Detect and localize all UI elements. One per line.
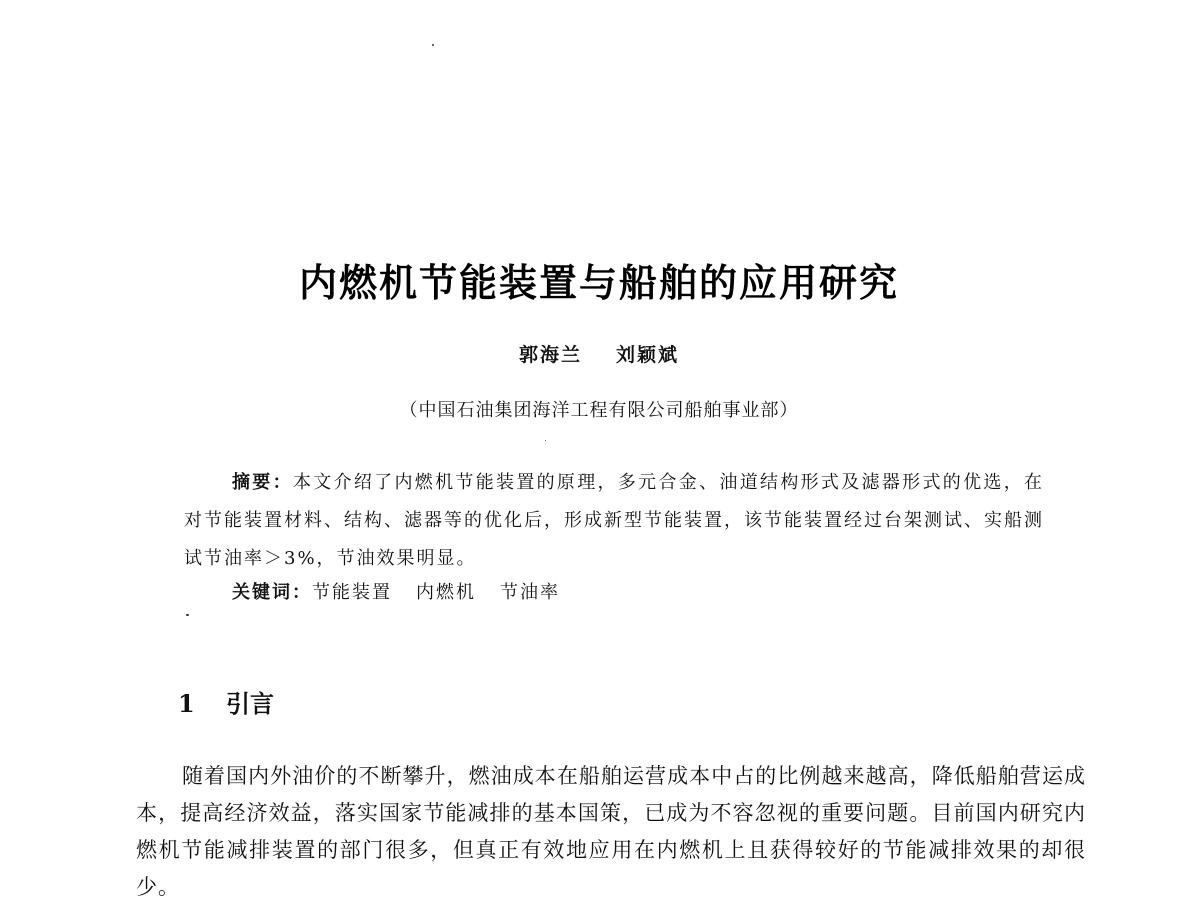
author-name: 郭海兰	[518, 344, 582, 366]
paper-title: 内燃机节能装置与船舶的应用研究	[298, 261, 899, 305]
author-name: 刘颖斌	[616, 344, 680, 366]
scan-speck	[186, 614, 189, 616]
author-affiliation: （中国石油集团海洋工程有限公司船舶事业部）	[399, 400, 799, 421]
section-title: 引言	[226, 690, 274, 718]
keywords	[232, 578, 584, 604]
keyword: 节油率	[500, 582, 560, 603]
abstract-label: 摘要：	[232, 472, 293, 493]
keyword: 内燃机	[416, 582, 476, 603]
scan-speck	[545, 440, 546, 441]
author-list	[0, 340, 1198, 367]
keywords-label: 关键词：	[232, 582, 312, 603]
keyword: 节能装置	[312, 582, 392, 603]
section-number: 1	[178, 689, 195, 718]
abstract	[184, 464, 1044, 578]
abstract-text: 本文介绍了内燃机节能装置的原理，多元合金、油道结构形式及滤器形式的优选，在对节能装置材料、结构、滤器等的优化后，形成新型节能装置，该节能装置经过台架测试、实船测试节油率＞3%，节油效果明显。	[184, 472, 1045, 569]
section-heading	[178, 684, 274, 719]
body-paragraph: 随着国内外油价的不断攀升，燃油成本在船舶运营成本中占的比例越来越高，降低船舶营运成本，提高经济效益，落实国家节能减排的基本国策，已成为不容忽视的重要问题。目前国内研究内燃机节能减排装置的部门很多，但真正有效地应用在内燃机上且获得较好的节能减排效果的却很少。	[136, 764, 1086, 899]
scan-speck	[432, 44, 434, 46]
